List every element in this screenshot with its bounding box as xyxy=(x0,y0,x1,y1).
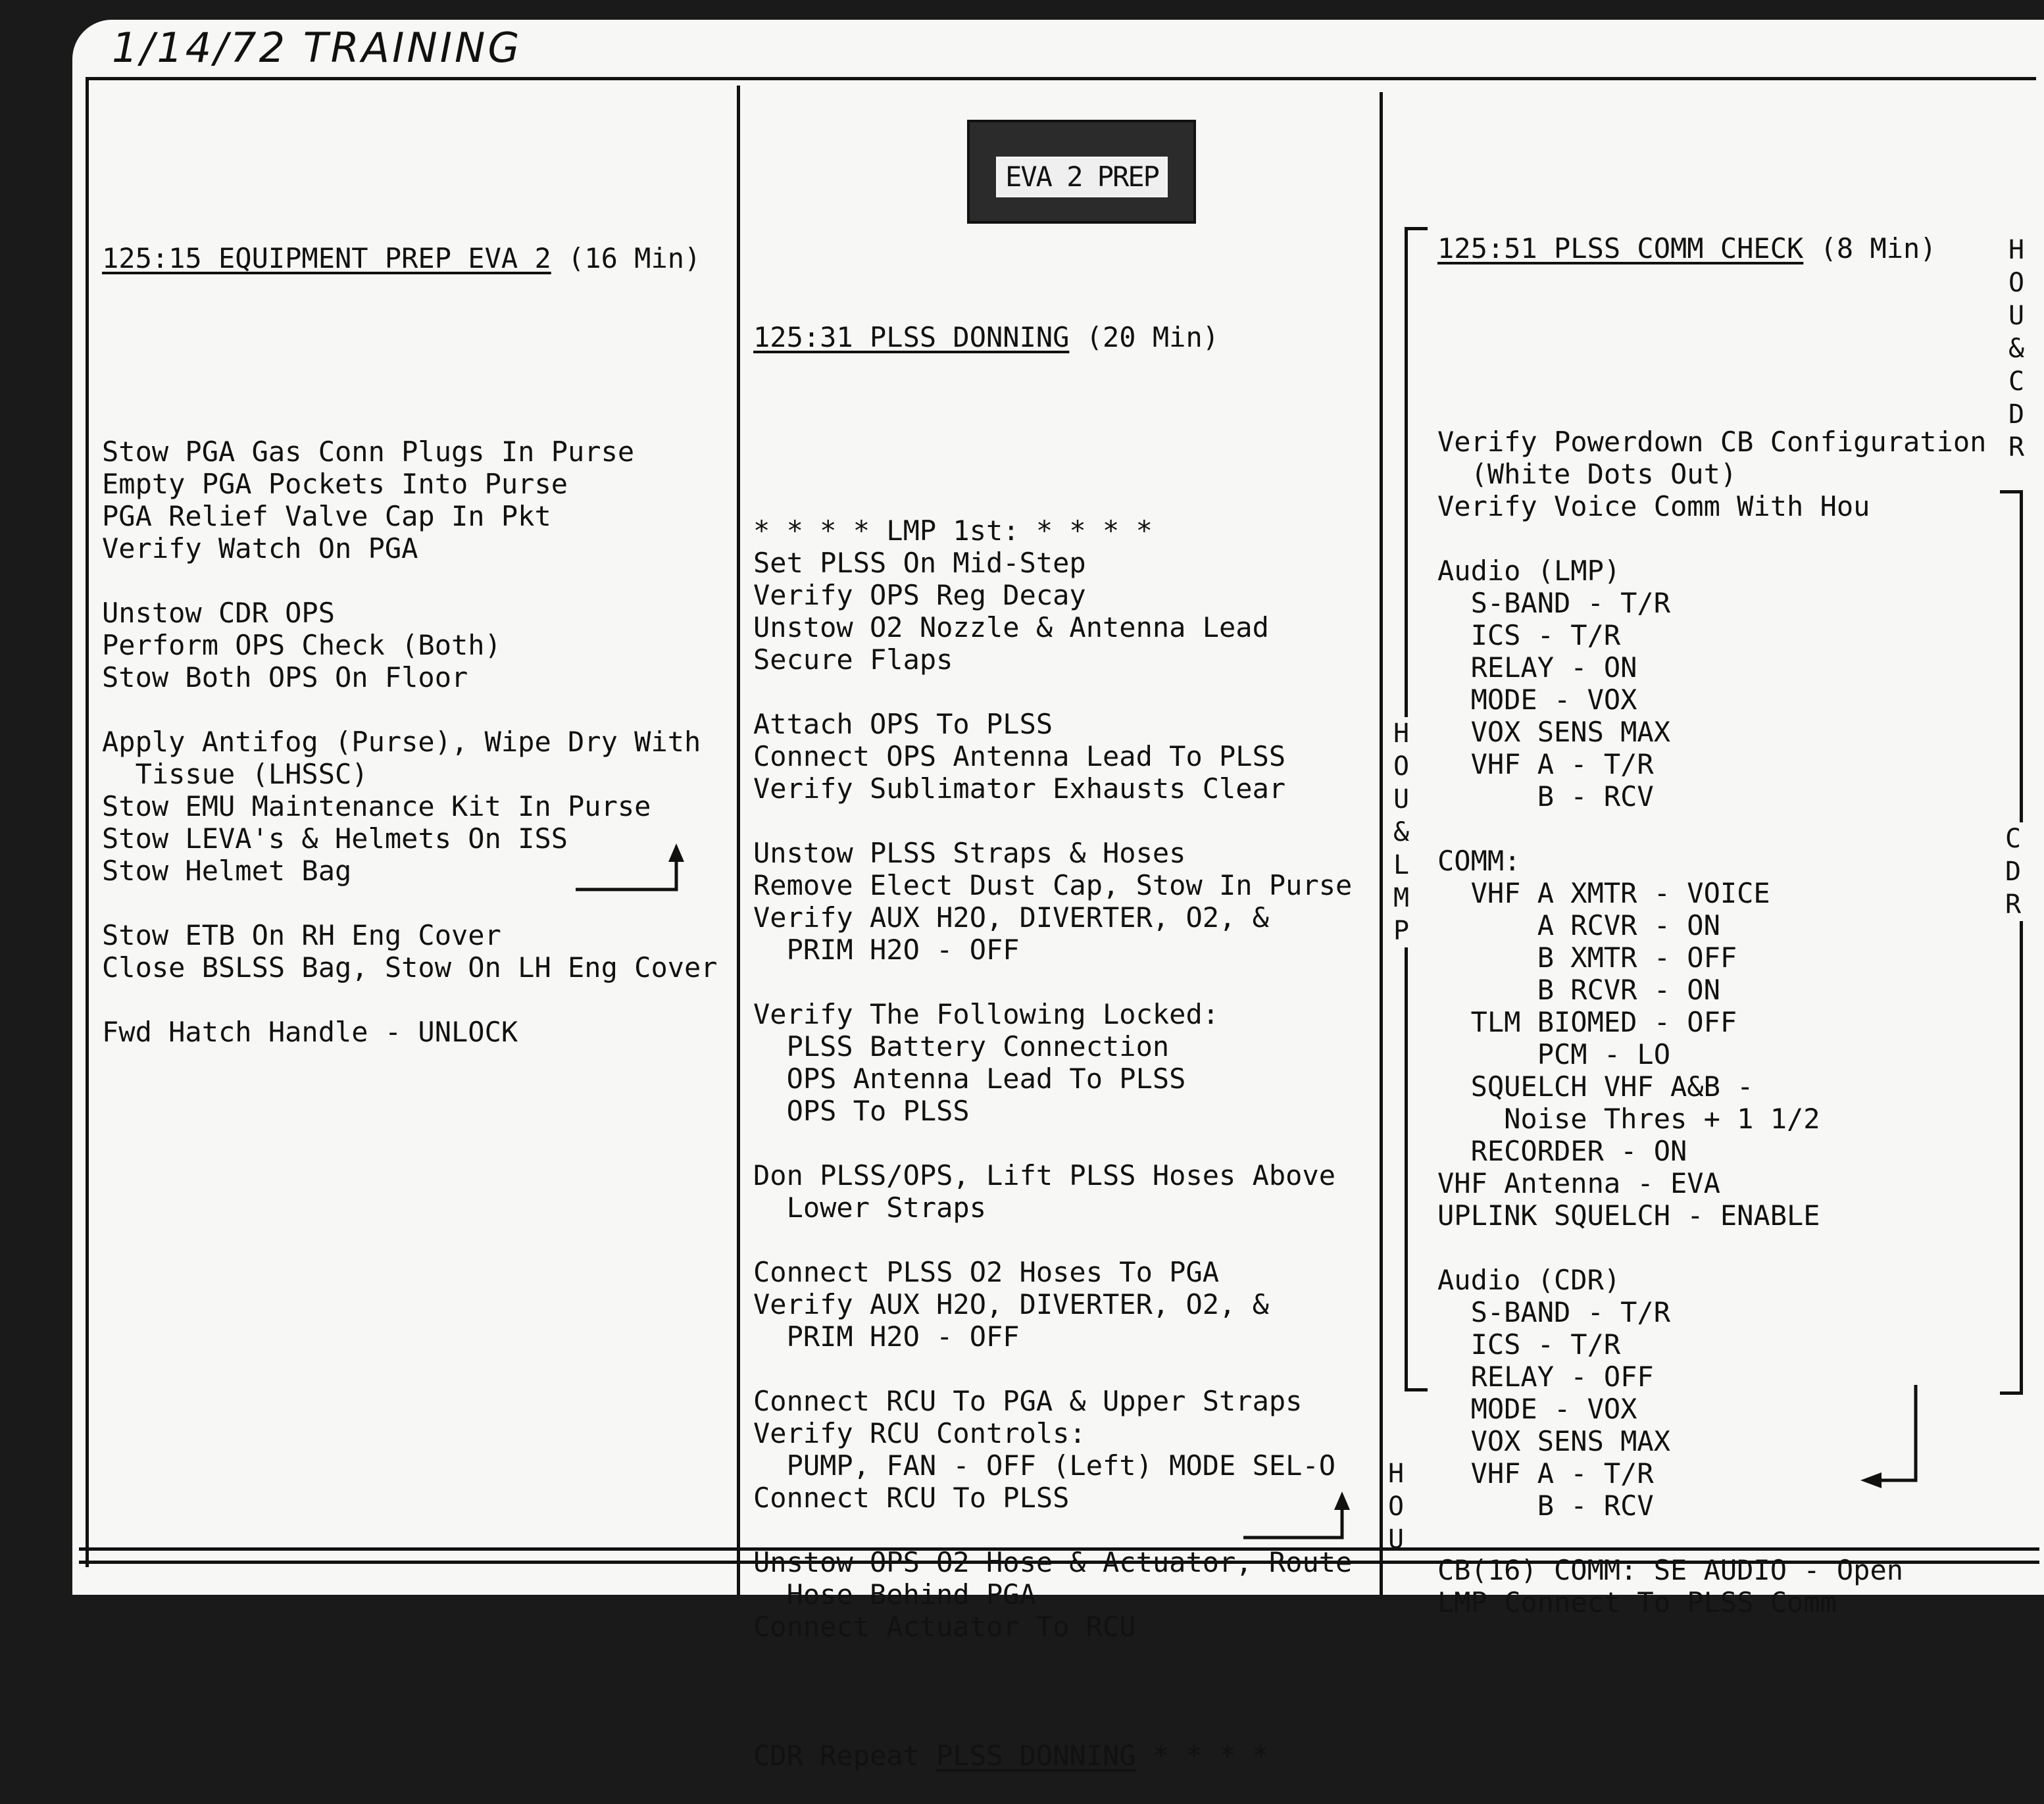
checklist-step: Connect RCU To PLSS xyxy=(753,1482,1070,1514)
plss-donning-heading xyxy=(753,321,1352,353)
checklist-step: SQUELCH VHF A&B - xyxy=(1437,1070,1754,1103)
blank-line xyxy=(1437,522,1986,555)
hou-cdr-bracket xyxy=(2000,490,2023,1395)
blank-line xyxy=(753,676,1352,708)
checklist-step: PUMP, FAN - OFF (Left) MODE SEL-O xyxy=(753,1449,1336,1482)
checklist-step: Stow LEVA's & Helmets On ISS xyxy=(102,822,568,855)
equipment-prep-title: 125:15 EQUIPMENT PREP EVA 2 xyxy=(102,242,551,274)
checklist-step: OPS Antenna Lead To PLSS xyxy=(753,1063,1186,1095)
checklist-step: Verify Voice Comm With Hou xyxy=(1437,490,1870,522)
checklist-step: VHF A - T/R xyxy=(1437,748,1654,780)
checklist-step: B - RCV xyxy=(1437,1490,1654,1522)
checklist-step: * * * * LMP 1st: * * * * xyxy=(753,514,1153,547)
checklist-step: CB(16) COMM: SE AUDIO - Open xyxy=(1437,1554,1904,1586)
checklist-step: B XMTR - OFF xyxy=(1437,941,1737,974)
checklist-step: VOX SENS MAX xyxy=(1437,1425,1671,1457)
checklist-step: VHF Antenna - EVA xyxy=(1437,1167,1720,1199)
plss-comm-check-duration: (8 Min) xyxy=(1803,232,1937,264)
checklist-step: Unstow OPS O2 Hose & Actuator, Route xyxy=(753,1546,1353,1578)
checklist-step: PCM - LO xyxy=(1437,1038,1671,1070)
blank-line xyxy=(753,966,1352,998)
plss-comm-check-title: 125:51 PLSS COMM CHECK xyxy=(1437,232,1804,264)
checklist-step: B - RCV xyxy=(1437,780,1654,813)
checklist-step: TLM BIOMED - OFF xyxy=(1437,1006,1737,1038)
blank-line xyxy=(753,1127,1352,1159)
checklist-step: Verify AUX H2O, DIVERTER, O2, & xyxy=(753,901,1269,934)
checklist-step: Stow EMU Maintenance Kit In Purse xyxy=(102,790,651,822)
checklist-step: Stow ETB On RH Eng Cover xyxy=(102,919,501,951)
checklist-step: Stow Helmet Bag xyxy=(102,855,352,887)
checklist-step: OPS To PLSS xyxy=(753,1095,970,1127)
stamp-label: EVA 2 PREP xyxy=(996,157,1168,197)
blank-line xyxy=(753,1224,1352,1256)
checklist-step: Verify RCU Controls: xyxy=(753,1417,1086,1449)
checklist-step: Unstow PLSS Straps & Hoses xyxy=(753,837,1186,869)
checklist-step: VOX SENS MAX xyxy=(1437,716,1671,748)
checklist-step: Noise Thres + 1 1/2 xyxy=(1437,1103,1820,1135)
checklist-step: RELAY - OFF xyxy=(1437,1361,1654,1393)
checklist-step: PRIM H2O - OFF xyxy=(753,1320,1020,1353)
checklist-step: VHF A - T/R xyxy=(1437,1457,1654,1490)
checklist-step: Unstow CDR OPS xyxy=(102,597,336,629)
checklist-step: Verify Watch On PGA xyxy=(102,532,418,564)
checklist-step: RECORDER - ON xyxy=(1437,1135,1687,1167)
blank-line xyxy=(1437,1522,1986,1554)
plss-donning-duration: (20 Min) xyxy=(1069,321,1220,353)
checklist-step: Remove Elect Dust Cap, Stow In Purse xyxy=(753,869,1353,901)
plss-donning-column xyxy=(753,257,1352,1804)
equipment-prep-steps xyxy=(102,436,718,1048)
checklist-step: Unstow O2 Nozzle & Antenna Lead xyxy=(753,611,1269,643)
cdr-side-label: C D R xyxy=(2000,822,2026,921)
equipment-prep-heading xyxy=(102,242,718,274)
checklist-step: Stow PGA Gas Conn Plugs In Purse xyxy=(102,436,635,468)
eva-2-prep-stamp xyxy=(967,120,1196,224)
checklist-step: Verify OPS Reg Decay xyxy=(753,579,1086,611)
checklist-step: Verify Powerdown CB Configuration xyxy=(1437,426,1987,458)
plss-donning-title: 125:31 PLSS DONNING xyxy=(753,321,1070,353)
checklist-step: S-BAND - T/R xyxy=(1437,1296,1671,1328)
checklist-step: Hose Behind PGA xyxy=(753,1578,1036,1611)
hou-lmp-side-label: H O U & L M P xyxy=(1388,717,1414,947)
col1-turn-arrow xyxy=(572,842,691,908)
blank-line xyxy=(753,1353,1352,1385)
blank-line xyxy=(102,984,718,1016)
checklist-step: Connect PLSS O2 Hoses To PGA xyxy=(753,1256,1220,1288)
blank-line xyxy=(753,805,1352,837)
checklist-step: PGA Relief Valve Cap In Pkt xyxy=(102,500,551,532)
checklist-step: Audio (LMP) xyxy=(1437,555,1621,587)
cdr-repeat-prefix: CDR Repeat xyxy=(753,1740,937,1772)
checklist-step: Stow Both OPS On Floor xyxy=(102,661,468,693)
checklist-step: MODE - VOX xyxy=(1437,684,1637,716)
checklist-step: COMM: xyxy=(1437,845,1521,877)
checklist-step: Tissue (LHSSC) xyxy=(102,758,368,790)
cdr-repeat-suffix: * * * * xyxy=(1135,1740,1269,1772)
handwritten-header-note: 1/14/72 TRAINING xyxy=(112,24,522,72)
checklist-step: Secure Flaps xyxy=(753,643,953,676)
checklist-step: UPLINK SQUELCH - ENABLE xyxy=(1437,1199,1820,1232)
blank-line xyxy=(102,693,718,726)
checklist-step: VHF A XMTR - VOICE xyxy=(1437,877,1770,909)
hou-side-label: H O U xyxy=(1387,1459,1405,1555)
checklist-step: (White Dots Out) xyxy=(1437,458,1737,490)
checklist-step: S-BAND - T/R xyxy=(1437,587,1671,619)
col3-return-arrow xyxy=(1855,1382,1934,1487)
checklist-step: Empty PGA Pockets Into Purse xyxy=(102,468,568,500)
cdr-repeat-reference: PLSS DONNING xyxy=(936,1740,1136,1772)
cdr-repeat-line xyxy=(753,1740,1352,1772)
checklist-step: ICS - T/R xyxy=(1437,619,1621,651)
checklist-step: Set PLSS On Mid-Step xyxy=(753,547,1086,579)
equipment-prep-column xyxy=(102,178,718,1080)
hou-cdr-side-label: H O U & C D R xyxy=(2008,235,2025,463)
checklist-step: Connect Actuator To RCU xyxy=(753,1611,1136,1643)
checklist-step: Close BSLSS Bag, Stow On LH Eng Cover xyxy=(102,951,718,984)
checklist-step: RELAY - ON xyxy=(1437,651,1637,684)
plss-comm-check-heading xyxy=(1437,232,1986,264)
checklist-step: Fwd Hatch Handle - UNLOCK xyxy=(102,1016,518,1048)
checklist-step: PLSS Battery Connection xyxy=(753,1030,1170,1063)
checklist-step: Attach OPS To PLSS xyxy=(753,708,1053,740)
checklist-step: Don PLSS/OPS, Lift PLSS Hoses Above xyxy=(753,1159,1336,1191)
checklist-step: Verify Sublimator Exhausts Clear xyxy=(753,772,1286,805)
blank-line xyxy=(1437,1232,1986,1264)
checklist-step: Connect RCU To PGA & Upper Straps xyxy=(753,1385,1303,1417)
checklist-step: Verify AUX H2O, DIVERTER, O2, & xyxy=(753,1288,1269,1320)
checklist-step: Connect OPS Antenna Lead To PLSS xyxy=(753,740,1286,772)
checklist-step: Perform OPS Check (Both) xyxy=(102,629,501,661)
checklist-step: Lower Straps xyxy=(753,1191,987,1224)
blank-line xyxy=(753,1643,1352,1675)
checklist-step: B RCVR - ON xyxy=(1437,974,1720,1006)
checklist-step: Apply Antifog (Purse), Wipe Dry With xyxy=(102,726,701,758)
checklist-step: Audio (CDR) xyxy=(1437,1264,1621,1296)
equipment-prep-duration: (16 Min) xyxy=(551,242,701,274)
checklist-step: Verify The Following Locked: xyxy=(753,998,1220,1030)
blank-line xyxy=(102,564,718,597)
checklist-step: MODE - VOX xyxy=(1437,1393,1637,1425)
checklist-step: PRIM H2O - OFF xyxy=(753,934,1020,966)
col2-turn-arrow xyxy=(1240,1490,1359,1556)
column-divider-2 xyxy=(1380,92,1383,1595)
column-divider-1 xyxy=(737,86,740,1595)
checklist-step: A RCVR - ON xyxy=(1437,909,1720,941)
checklist-step: ICS - T/R xyxy=(1437,1328,1621,1361)
blank-line xyxy=(1437,813,1986,845)
checklist-step: LMP Connect To PLSS Comm xyxy=(1437,1586,1837,1618)
